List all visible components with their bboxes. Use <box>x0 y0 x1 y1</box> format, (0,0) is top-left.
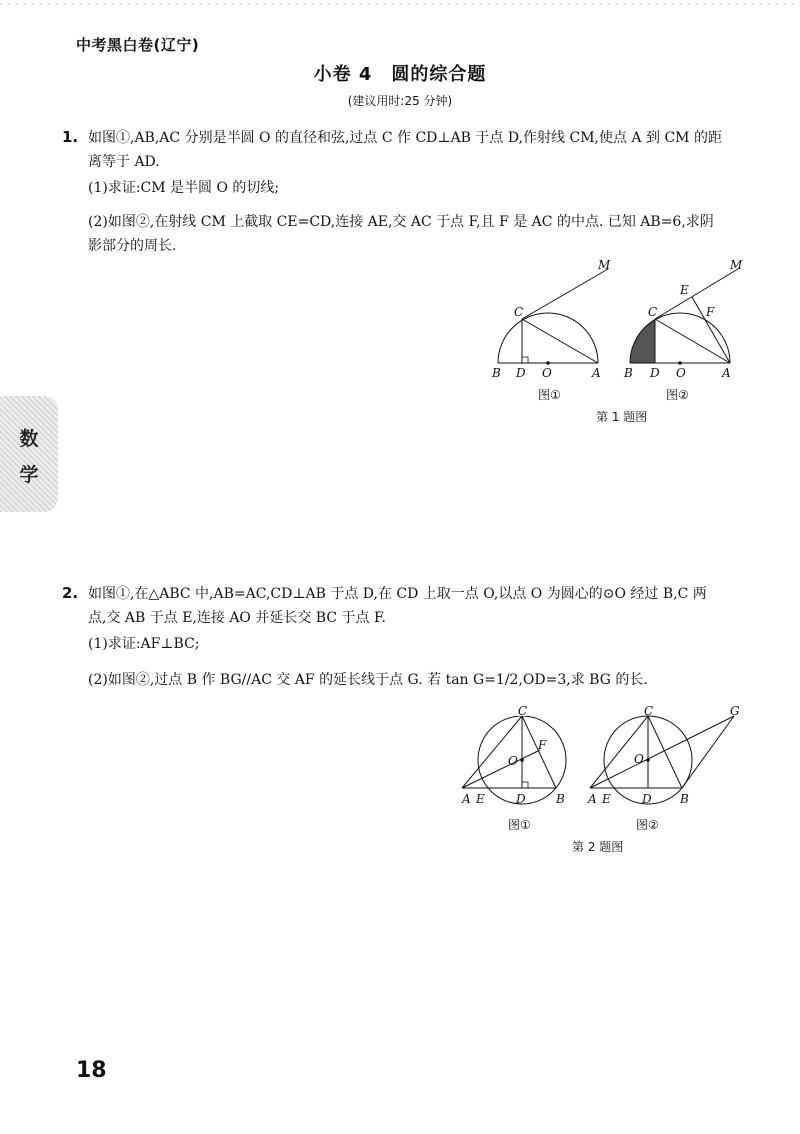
q1-text-line-2: 离等于 AD. <box>88 154 160 170</box>
q1-figure-2 <box>610 255 750 380</box>
q2-f2-label-B: B <box>680 792 689 806</box>
q1-part-1: (1)求证:CM 是半圆 O 的切线; <box>88 180 280 196</box>
page-title: 小卷 4 圆的综合题 <box>313 64 487 85</box>
q1-f2-label-C: C <box>648 305 658 319</box>
q2-f1-label-B: B <box>556 792 565 806</box>
q2-figure-1-caption: 图① <box>508 818 531 832</box>
top-edge-dots <box>0 0 800 8</box>
q1-f1-label-M: M <box>598 258 611 272</box>
q1-part-2-line-1: (2)如图②,在射线 CM 上截取 CE=CD,连接 AE,交 AC 于点 F,且 F 是 AC 的中点. 已知 AB=6,求阴 <box>88 214 714 230</box>
q2-text-line-1: 如图①,在△ABC 中,AB=AC,CD⊥AB 于点 D,在 CD 上取一点 O,以点 O 为圆心的⊙O 经过 B,C 两 <box>88 586 707 602</box>
q1-figure-caption: 第 1 题图 <box>596 410 648 424</box>
q1-f1-label-D: D <box>516 366 526 380</box>
q1-text-line-1: 如图①,AB,AC 分别是半圆 O 的直径和弦,过点 C 作 CD⊥AB 于点 D,作射线 CM,使点 A 到 CM 的距 <box>88 130 722 146</box>
side-tab-char-1: 数 <box>19 428 39 450</box>
q2-text-line-2: 点,交 AB 于点 E,连接 AO 并延长交 BC 于点 F. <box>88 610 386 626</box>
q1-f1-label-B: B <box>492 366 501 380</box>
q2-figure-caption: 第 2 题图 <box>572 840 624 854</box>
q2-f2-label-D: D <box>642 792 652 806</box>
q1-f2-label-F: F <box>706 305 715 319</box>
q2-f1-label-E: E <box>476 792 485 806</box>
subject-side-tab <box>0 396 58 512</box>
q1-f1-label-A: A <box>592 366 601 380</box>
q2-part-2: (2)如图②,过点 B 作 BG//AC 交 AF 的延长线于点 G. 若 tan G=1/2,OD=3,求 BG 的长. <box>88 672 648 688</box>
q2-f1-label-A: A <box>462 792 471 806</box>
q2-f1-label-D: D <box>516 792 526 806</box>
page-number: 18 <box>76 1058 107 1083</box>
q2-figure-2-caption: 图② <box>636 818 659 832</box>
q1-f2-label-E: E <box>680 283 689 297</box>
q2-f2-label-G: G <box>730 704 740 718</box>
book-series-title: 中考黑白卷(辽宁) <box>76 36 200 54</box>
q1-f2-label-M: M <box>730 258 743 272</box>
q1-figure-1-caption: 图① <box>538 388 561 402</box>
q2-f2-label-C: C <box>644 704 654 718</box>
q1-figure-1 <box>480 255 620 380</box>
q1-f2-label-O: O <box>676 366 686 380</box>
suggested-time-note: (建议用时:25 分钟) <box>347 94 453 108</box>
question-1-number: 1. <box>62 128 79 146</box>
q2-f2-label-A: A <box>588 792 597 806</box>
side-tab-char-2: 学 <box>19 464 39 486</box>
q2-f2-label-O: O <box>634 752 644 766</box>
q2-f1-label-C: C <box>518 704 528 718</box>
q1-f1-label-C: C <box>514 305 524 319</box>
question-2-number: 2. <box>62 584 79 602</box>
q2-f1-label-O: O <box>508 754 518 768</box>
q1-part-2-line-2: 影部分的周长. <box>88 238 177 254</box>
q2-f1-label-F: F <box>538 738 547 752</box>
q1-f1-label-O: O <box>542 366 552 380</box>
q1-f2-label-D: D <box>650 366 660 380</box>
q1-f2-label-B: B <box>624 366 633 380</box>
q1-f2-label-A: A <box>722 366 731 380</box>
q2-part-1: (1)求证:AF⊥BC; <box>88 636 200 652</box>
q2-f2-label-E: E <box>602 792 611 806</box>
q1-figure-2-caption: 图② <box>666 388 689 402</box>
